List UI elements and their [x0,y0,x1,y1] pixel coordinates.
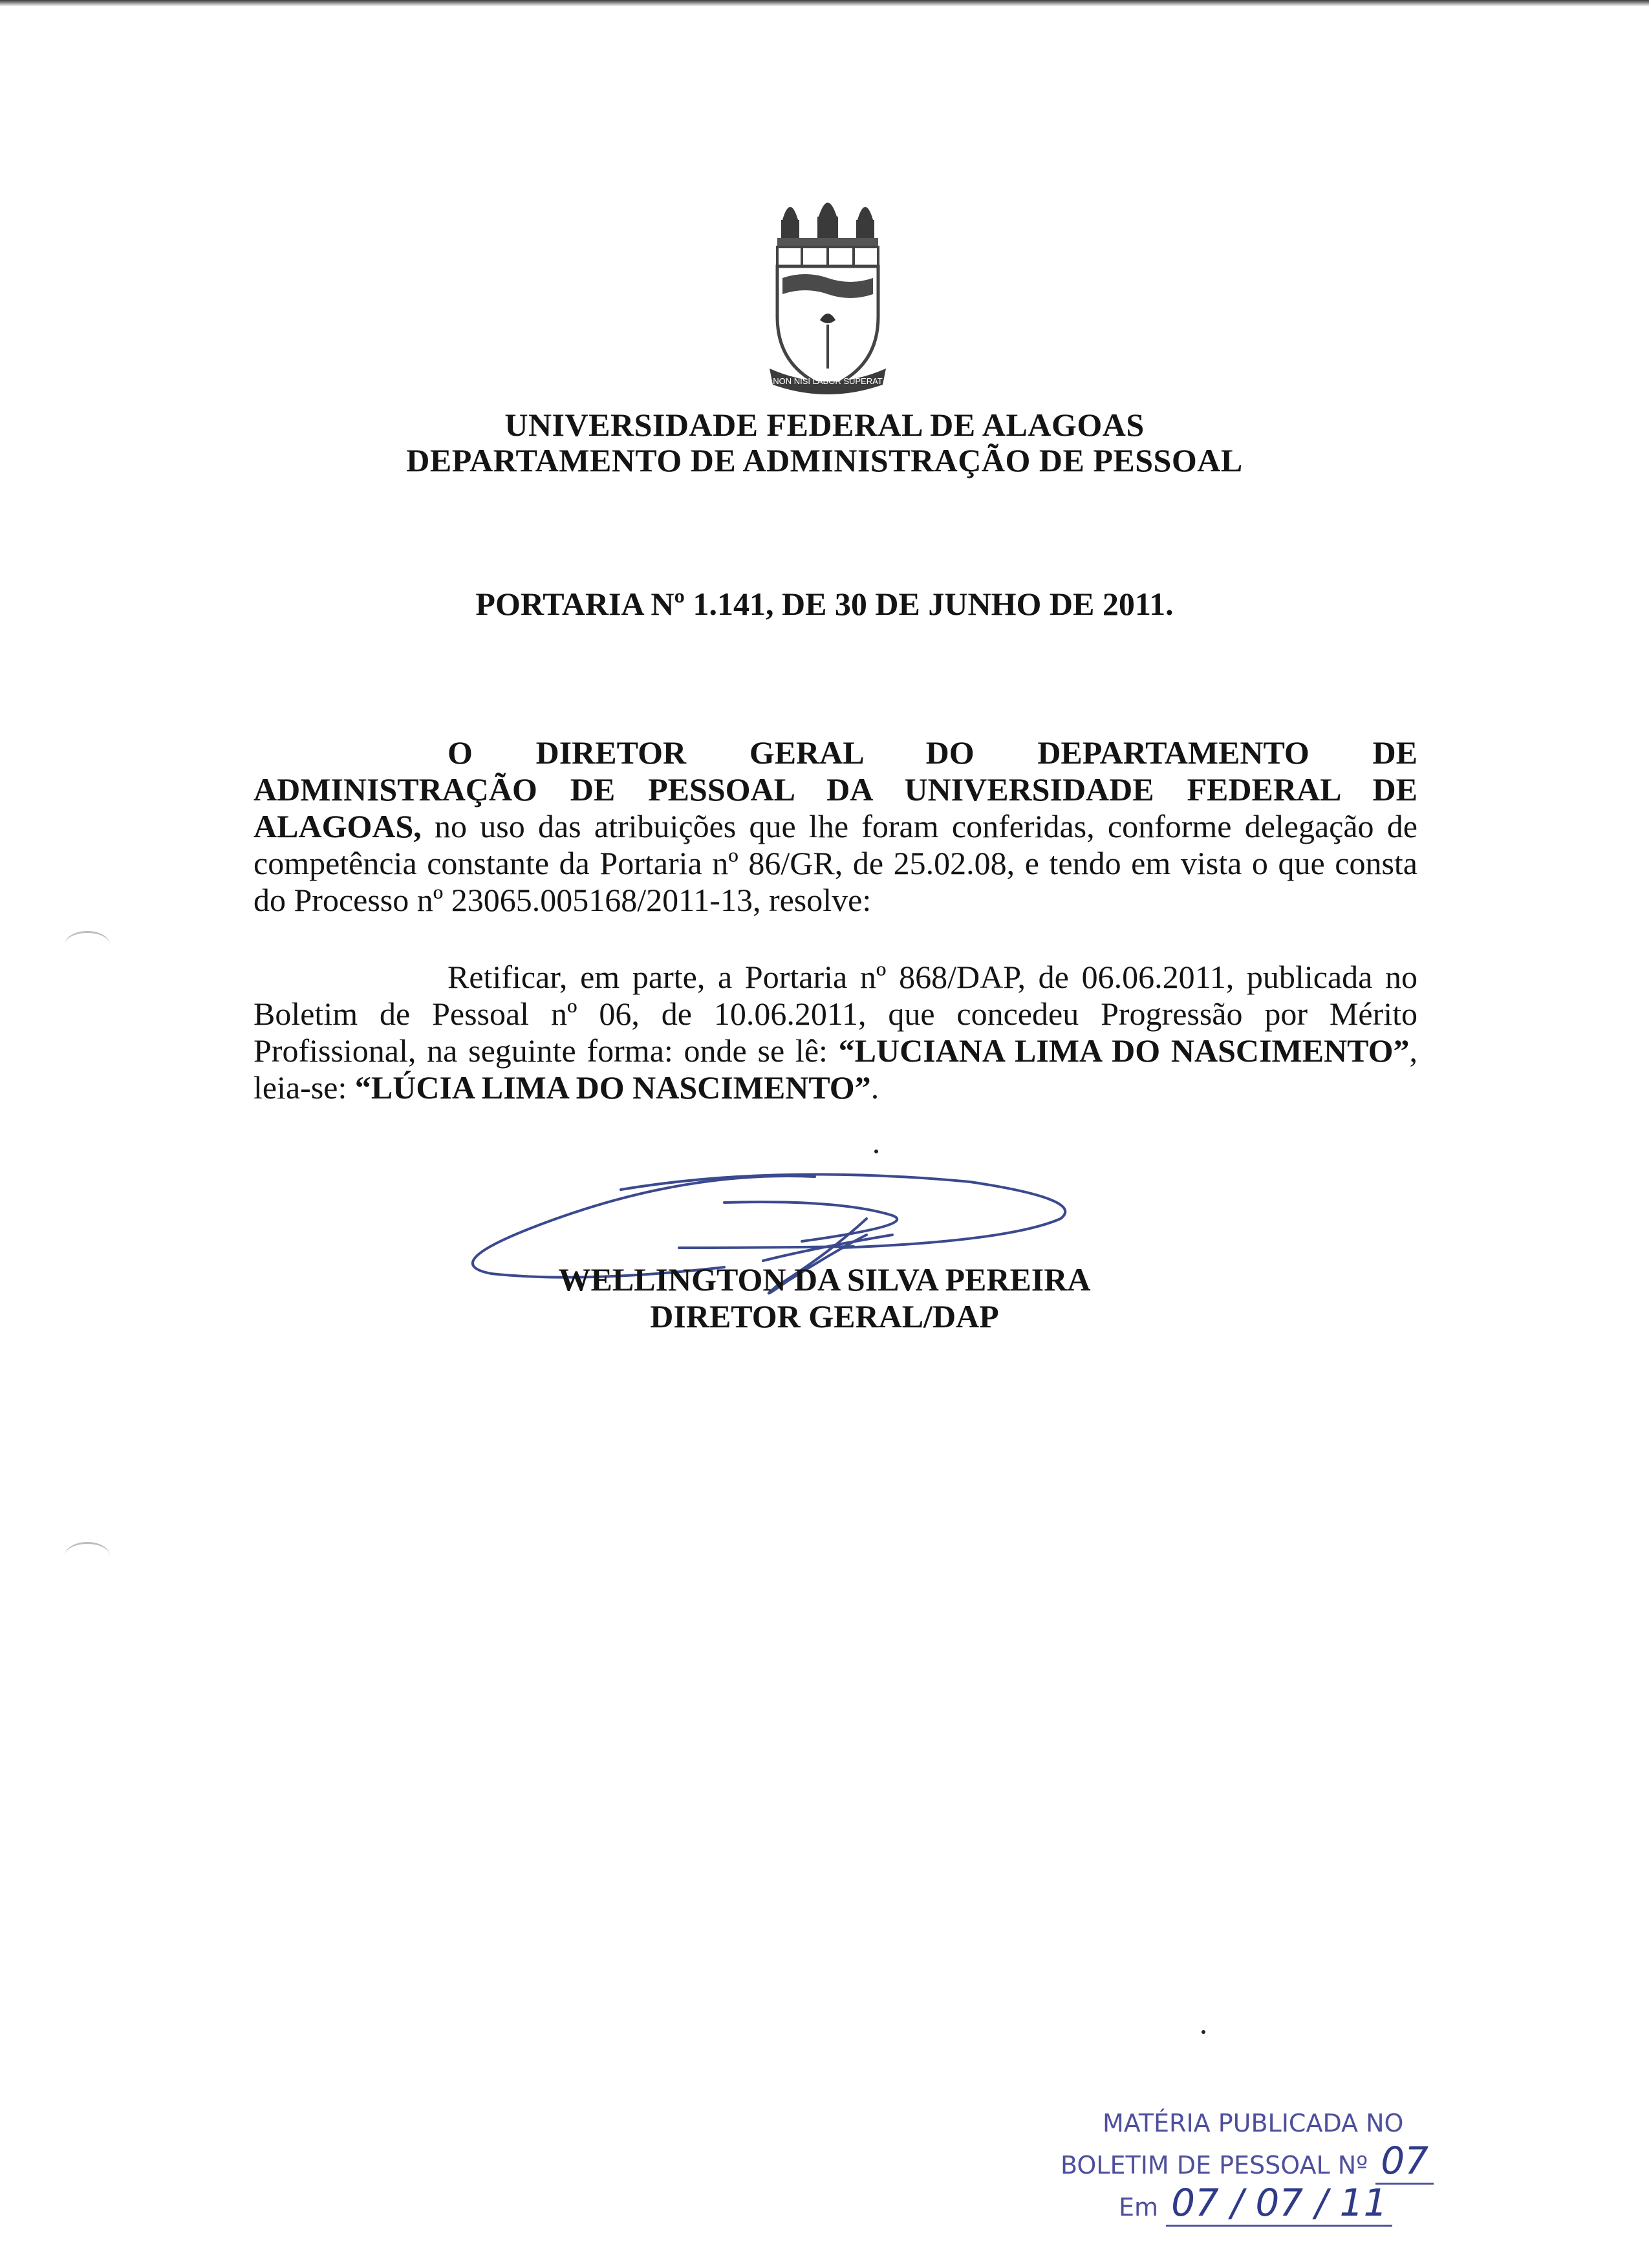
scan-speck [874,1150,878,1153]
stamp-line-1: MATÉRIA PUBLICADA NO [1103,2109,1404,2137]
document-title: PORTARIA Nº 1.141, DE 30 DE JUNHO DE 2011. [475,586,1174,622]
university-crest-logo [763,181,892,401]
crest-motto: NON NISI LABOR SUPERAT [773,376,883,386]
publication-stamp [1061,2104,1487,2226]
punch-hole-mark [65,1542,110,1570]
department-name: DEPARTAMENTO DE ADMINISTRAÇÃO DE PESSOAL [406,442,1243,478]
signatory-name: WELLINGTON DA SILVA PEREIRA [558,1261,1091,1298]
scan-speck [1202,2030,1205,2034]
scan-edge [0,0,1649,6]
wrong-name: “LUCIANA LIMA DO NASCIMENTO” [838,1032,1410,1069]
stamp-date-label: Em [1119,2193,1159,2221]
stamp-bulletin-label: BOLETIM DE PESSOAL Nº [1061,2151,1368,2179]
end-mark: . [870,1069,879,1106]
connector-text: , leia-se: [253,1032,1417,1106]
preamble-bold: O DIRETOR GERAL DO DEPARTAMENTO DE ADMINISTRAÇÃO DE PESSOAL DA UNIVERSIDADE FEDERAL DE ALAGOAS, [253,734,1417,844]
stamp-date-value: 07 / 07 / 11 [1166,2181,1392,2227]
signatory-role: DIRETOR GERAL/DAP [650,1298,999,1334]
preamble-paragraph [253,734,1417,919]
correct-name: “LÚCIA LIMA DO NASCIMENTO” [354,1069,871,1106]
preamble-text: no uso das atribuições que lhe foram conferidas, conforme delegação de competência constante da Portaria nº 86/GR, de 25.02.08, e tendo em vista o que consta do Processo nº 23065.005168/2011-13, resolve: [253,808,1417,918]
resolution-paragraph [253,959,1417,1106]
body-text: Retificar, em parte, a Portaria nº 868/DAP, de 06.06.2011, publicada no Boletim de Pessoal nº 06, de 10.06.2011, que concedeu Progressão por Mérito Profissional, na seguinte forma: onde se lê: [253,959,1417,1069]
stamp-line-3 [1061,2181,1487,2226]
stamp-line-2 [1061,2139,1487,2184]
institution-name: UNIVERSIDADE FEDERAL DE ALAGOAS [504,407,1145,443]
stamp-bulletin-number: 07 [1375,2139,1434,2185]
punch-hole-mark [65,931,110,959]
